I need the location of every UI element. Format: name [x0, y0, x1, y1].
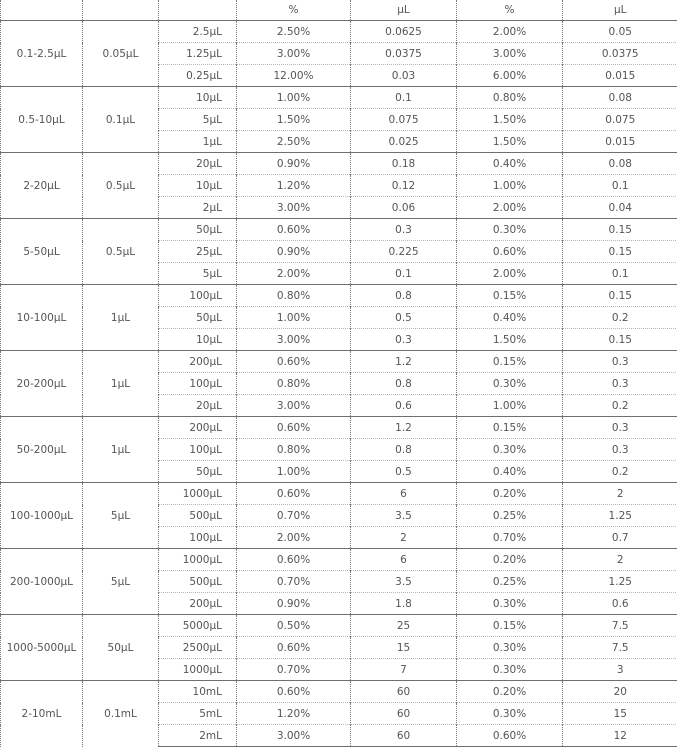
range-cell: 50-200μL: [1, 417, 83, 483]
increment-cell: 0.05μL: [83, 21, 159, 87]
volume-cell: 1000μL: [159, 483, 237, 505]
volume-cell: 25μL: [159, 241, 237, 263]
precision-percent-cell: 0.30%: [457, 637, 563, 659]
precision-ul-cell: 1.25: [563, 571, 677, 593]
precision-ul-cell: 0.3: [563, 351, 677, 373]
volume-cell: 50μL: [159, 307, 237, 329]
accuracy-ul-cell: 60: [351, 725, 457, 747]
accuracy-ul-cell: 0.3: [351, 329, 457, 351]
volume-cell: 500μL: [159, 505, 237, 527]
volume-cell: 200μL: [159, 351, 237, 373]
precision-percent-cell: 0.20%: [457, 681, 563, 703]
precision-percent-cell: 0.15%: [457, 351, 563, 373]
increment-cell: 0.5μL: [83, 153, 159, 219]
volume-cell: 500μL: [159, 571, 237, 593]
precision-ul-cell: 3: [563, 659, 677, 681]
precision-percent-cell: 0.30%: [457, 439, 563, 461]
increment-cell: 1μL: [83, 285, 159, 351]
precision-percent-cell: 0.70%: [457, 527, 563, 549]
precision-ul-cell: 0.15: [563, 241, 677, 263]
accuracy-ul-cell: 2: [351, 527, 457, 549]
precision-ul-cell: 0.7: [563, 527, 677, 549]
precision-ul-cell: 0.3: [563, 417, 677, 439]
increment-cell: 5μL: [83, 549, 159, 615]
accuracy-ul-cell: 0.18: [351, 153, 457, 175]
accuracy-percent-cell: 2.50%: [237, 131, 351, 153]
volume-cell: 5μL: [159, 109, 237, 131]
accuracy-percent-cell: 12.00%: [237, 65, 351, 87]
accuracy-percent-cell: 0.60%: [237, 681, 351, 703]
precision-percent-cell: 1.50%: [457, 329, 563, 351]
precision-ul-cell: 0.05: [563, 21, 677, 43]
precision-percent-cell: 1.00%: [457, 395, 563, 417]
volume-cell: 1000μL: [159, 659, 237, 681]
table-row: [1, 615, 677, 637]
volume-cell: 100μL: [159, 527, 237, 549]
accuracy-percent-cell: 3.00%: [237, 725, 351, 747]
accuracy-percent-cell: 1.00%: [237, 87, 351, 109]
table-row: [1, 21, 677, 43]
volume-cell: 1μL: [159, 131, 237, 153]
accuracy-ul-cell: 0.5: [351, 307, 457, 329]
precision-ul-cell: 20: [563, 681, 677, 703]
precision-ul-cell: 0.0375: [563, 43, 677, 65]
volume-cell: 1000μL: [159, 549, 237, 571]
volume-cell: 20μL: [159, 395, 237, 417]
precision-percent-cell: 0.60%: [457, 241, 563, 263]
accuracy-percent-cell: 0.60%: [237, 351, 351, 373]
precision-ul-cell: 0.08: [563, 153, 677, 175]
range-cell: 200-1000μL: [1, 549, 83, 615]
header-cell-accuracy-percent: %: [237, 0, 351, 21]
precision-percent-cell: 0.30%: [457, 219, 563, 241]
precision-ul-cell: 0.08: [563, 87, 677, 109]
precision-percent-cell: 0.30%: [457, 593, 563, 615]
range-cell: 20-200μL: [1, 351, 83, 417]
precision-ul-cell: 0.015: [563, 131, 677, 153]
accuracy-percent-cell: 1.50%: [237, 109, 351, 131]
range-cell: 5-50μL: [1, 219, 83, 285]
accuracy-percent-cell: 0.60%: [237, 417, 351, 439]
precision-ul-cell: 15: [563, 703, 677, 725]
accuracy-percent-cell: 0.70%: [237, 505, 351, 527]
precision-ul-cell: 0.3: [563, 439, 677, 461]
precision-ul-cell: 0.1: [563, 263, 677, 285]
accuracy-percent-cell: 2.00%: [237, 263, 351, 285]
range-cell: 1000-5000μL: [1, 615, 83, 681]
precision-ul-cell: 0.1: [563, 175, 677, 197]
increment-cell: 1μL: [83, 351, 159, 417]
accuracy-ul-cell: 0.6: [351, 395, 457, 417]
accuracy-percent-cell: 0.70%: [237, 571, 351, 593]
precision-percent-cell: 0.20%: [457, 549, 563, 571]
precision-ul-cell: 0.04: [563, 197, 677, 219]
range-cell: 0.5-10μL: [1, 87, 83, 153]
accuracy-ul-cell: 0.8: [351, 285, 457, 307]
precision-percent-cell: 0.15%: [457, 417, 563, 439]
increment-cell: 0.5μL: [83, 219, 159, 285]
precision-ul-cell: 7.5: [563, 637, 677, 659]
precision-percent-cell: 1.50%: [457, 131, 563, 153]
header-cell-precision-percent: %: [457, 0, 563, 21]
precision-percent-cell: 1.00%: [457, 175, 563, 197]
accuracy-percent-cell: 0.60%: [237, 549, 351, 571]
precision-percent-cell: 0.15%: [457, 615, 563, 637]
accuracy-ul-cell: 0.225: [351, 241, 457, 263]
accuracy-percent-cell: 0.70%: [237, 659, 351, 681]
table-row: [1, 549, 677, 571]
volume-cell: 5000μL: [159, 615, 237, 637]
accuracy-percent-cell: 3.00%: [237, 329, 351, 351]
precision-ul-cell: 0.2: [563, 395, 677, 417]
accuracy-percent-cell: 2.50%: [237, 21, 351, 43]
accuracy-percent-cell: 0.80%: [237, 285, 351, 307]
range-cell: 0.1-2.5μL: [1, 21, 83, 87]
accuracy-ul-cell: 0.025: [351, 131, 457, 153]
precision-percent-cell: 2.00%: [457, 263, 563, 285]
precision-ul-cell: 0.15: [563, 329, 677, 351]
volume-cell: 200μL: [159, 417, 237, 439]
accuracy-ul-cell: 0.12: [351, 175, 457, 197]
accuracy-ul-cell: 6: [351, 483, 457, 505]
volume-cell: 5mL: [159, 703, 237, 725]
accuracy-ul-cell: 0.8: [351, 439, 457, 461]
increment-cell: 5μL: [83, 483, 159, 549]
accuracy-ul-cell: 0.075: [351, 109, 457, 131]
volume-cell: 10mL: [159, 681, 237, 703]
accuracy-ul-cell: 0.0375: [351, 43, 457, 65]
accuracy-ul-cell: 0.5: [351, 461, 457, 483]
accuracy-percent-cell: 0.60%: [237, 483, 351, 505]
precision-ul-cell: 0.15: [563, 285, 677, 307]
increment-cell: 0.1mL: [83, 681, 159, 747]
accuracy-percent-cell: 1.20%: [237, 175, 351, 197]
volume-cell: 100μL: [159, 285, 237, 307]
accuracy-ul-cell: 6: [351, 549, 457, 571]
range-cell: 100-1000μL: [1, 483, 83, 549]
precision-percent-cell: 0.40%: [457, 153, 563, 175]
precision-ul-cell: 0.015: [563, 65, 677, 87]
volume-cell: 2μL: [159, 197, 237, 219]
volume-cell: 200μL: [159, 593, 237, 615]
accuracy-ul-cell: 0.3: [351, 219, 457, 241]
precision-percent-cell: 0.25%: [457, 505, 563, 527]
accuracy-ul-cell: 15: [351, 637, 457, 659]
precision-percent-cell: 1.50%: [457, 109, 563, 131]
volume-cell: 2mL: [159, 725, 237, 747]
precision-ul-cell: 0.6: [563, 593, 677, 615]
table-row: [1, 285, 677, 307]
accuracy-ul-cell: 7: [351, 659, 457, 681]
volume-cell: 5μL: [159, 263, 237, 285]
accuracy-percent-cell: 0.60%: [237, 637, 351, 659]
accuracy-ul-cell: 60: [351, 681, 457, 703]
precision-percent-cell: 0.40%: [457, 461, 563, 483]
precision-percent-cell: 0.20%: [457, 483, 563, 505]
accuracy-ul-cell: 3.5: [351, 571, 457, 593]
range-cell: 10-100μL: [1, 285, 83, 351]
table-row: [1, 483, 677, 505]
precision-percent-cell: 0.30%: [457, 373, 563, 395]
volume-cell: 2500μL: [159, 637, 237, 659]
precision-ul-cell: 7.5: [563, 615, 677, 637]
precision-percent-cell: 0.30%: [457, 659, 563, 681]
accuracy-percent-cell: 0.80%: [237, 439, 351, 461]
accuracy-ul-cell: 1.2: [351, 351, 457, 373]
volume-cell: 10μL: [159, 87, 237, 109]
volume-cell: 2.5μL: [159, 21, 237, 43]
table-row: [1, 351, 677, 373]
accuracy-ul-cell: 1.2: [351, 417, 457, 439]
accuracy-ul-cell: 60: [351, 703, 457, 725]
table-row: [1, 219, 677, 241]
accuracy-percent-cell: 3.00%: [237, 43, 351, 65]
header-cell-accuracy-ul: μL: [351, 0, 457, 21]
volume-cell: 0.25μL: [159, 65, 237, 87]
increment-cell: 50μL: [83, 615, 159, 681]
precision-ul-cell: 0.075: [563, 109, 677, 131]
precision-percent-cell: 0.25%: [457, 571, 563, 593]
accuracy-percent-cell: 1.00%: [237, 461, 351, 483]
accuracy-ul-cell: 25: [351, 615, 457, 637]
accuracy-percent-cell: 0.60%: [237, 219, 351, 241]
table-row: [1, 153, 677, 175]
volume-cell: 10μL: [159, 329, 237, 351]
header-row: [1, 0, 677, 21]
header-cell-precision-ul: μL: [563, 0, 677, 21]
accuracy-percent-cell: 2.00%: [237, 527, 351, 549]
table-body: [1, 0, 677, 747]
precision-percent-cell: 0.60%: [457, 725, 563, 747]
precision-percent-cell: 0.80%: [457, 87, 563, 109]
volume-cell: 20μL: [159, 153, 237, 175]
accuracy-percent-cell: 1.20%: [237, 703, 351, 725]
precision-percent-cell: 6.00%: [457, 65, 563, 87]
accuracy-percent-cell: 0.90%: [237, 593, 351, 615]
precision-percent-cell: 0.30%: [457, 703, 563, 725]
volume-cell: 100μL: [159, 373, 237, 395]
volume-cell: 50μL: [159, 219, 237, 241]
header-cell-increment: [83, 0, 159, 21]
volume-cell: 100μL: [159, 439, 237, 461]
accuracy-ul-cell: 0.03: [351, 65, 457, 87]
volume-cell: 10μL: [159, 175, 237, 197]
increment-cell: 1μL: [83, 417, 159, 483]
accuracy-ul-cell: 1.8: [351, 593, 457, 615]
precision-ul-cell: 12: [563, 725, 677, 747]
accuracy-ul-cell: 3.5: [351, 505, 457, 527]
precision-ul-cell: 2: [563, 549, 677, 571]
accuracy-ul-cell: 0.1: [351, 87, 457, 109]
table-row: [1, 87, 677, 109]
accuracy-percent-cell: 0.90%: [237, 153, 351, 175]
accuracy-percent-cell: 3.00%: [237, 197, 351, 219]
precision-percent-cell: 3.00%: [457, 43, 563, 65]
precision-ul-cell: 0.2: [563, 461, 677, 483]
precision-percent-cell: 2.00%: [457, 197, 563, 219]
precision-ul-cell: 0.2: [563, 307, 677, 329]
accuracy-ul-cell: 0.06: [351, 197, 457, 219]
accuracy-percent-cell: 0.80%: [237, 373, 351, 395]
accuracy-percent-cell: 3.00%: [237, 395, 351, 417]
header-cell-range: [1, 0, 83, 21]
precision-percent-cell: 2.00%: [457, 21, 563, 43]
accuracy-percent-cell: 1.00%: [237, 307, 351, 329]
volume-cell: 50μL: [159, 461, 237, 483]
increment-cell: 0.1μL: [83, 87, 159, 153]
precision-ul-cell: 0.15: [563, 219, 677, 241]
accuracy-percent-cell: 0.50%: [237, 615, 351, 637]
precision-percent-cell: 0.40%: [457, 307, 563, 329]
range-cell: 2-20μL: [1, 153, 83, 219]
table-row: [1, 417, 677, 439]
accuracy-ul-cell: 0.0625: [351, 21, 457, 43]
accuracy-ul-cell: 0.8: [351, 373, 457, 395]
header-cell-volume: [159, 0, 237, 21]
precision-percent-cell: 0.15%: [457, 285, 563, 307]
accuracy-percent-cell: 0.90%: [237, 241, 351, 263]
table-row: [1, 681, 677, 703]
volume-cell: 1.25μL: [159, 43, 237, 65]
range-cell: 2-10mL: [1, 681, 83, 747]
accuracy-ul-cell: 0.1: [351, 263, 457, 285]
precision-ul-cell: 0.3: [563, 373, 677, 395]
precision-ul-cell: 1.25: [563, 505, 677, 527]
precision-ul-cell: 2: [563, 483, 677, 505]
